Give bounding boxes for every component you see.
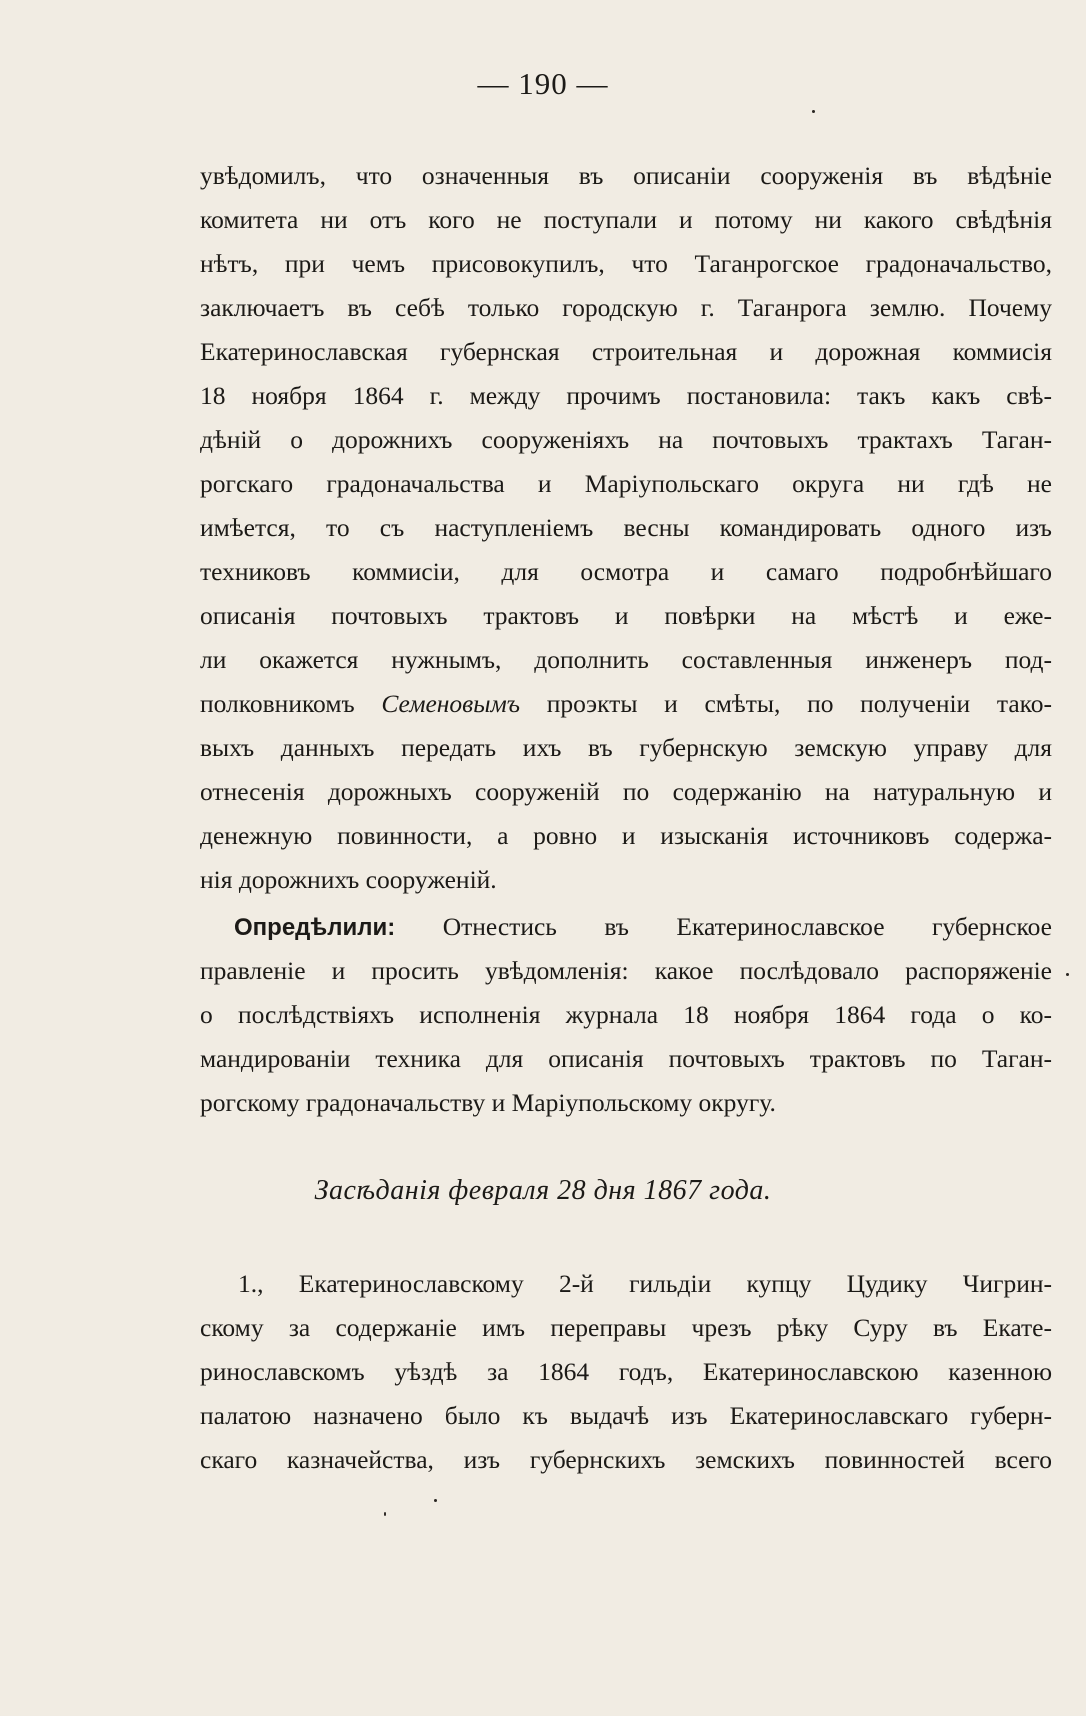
text-line: описанія почтовыхъ трактовъ и повѣрки на мѣстѣ и еже- <box>200 601 1052 630</box>
surname-italic: Семеновымъ <box>381 689 521 718</box>
text-line: выхъ данныхъ передать ихъ въ губернскую земскую управу для <box>200 733 1052 762</box>
text-line: скому за содержаніе имъ переправы чрезъ рѣку Суру въ Екате- <box>200 1313 1052 1342</box>
text-line: рогскому градоначальству и Маріупольскому округу. <box>200 1088 776 1117</box>
text-line: дѣній о дорожнихъ сооруженіяхъ на почтовыхъ трактахъ Таган- <box>200 425 1052 454</box>
paragraph-1 <box>200 154 1052 902</box>
text-line: 1., Екатеринославскому 2-й гильдіи купцу Цудику Чигрин- <box>238 1269 1052 1298</box>
print-speck <box>384 1512 386 1516</box>
session-heading: Засѣданія февраля 28 дня 1867 года. <box>314 1175 772 1206</box>
text-line-resolution <box>200 905 1052 949</box>
text-line: нія дорожнихъ сооруженій. <box>200 865 497 894</box>
text-line: ринославскомъ уѣздѣ за 1864 годъ, Екатеринославскою казенною <box>200 1357 1052 1386</box>
text-line: увѣдомилъ, что означенныя въ описаніи сооруженія въ вѣдѣніе <box>200 161 1052 190</box>
text-line: заключаетъ въ себѣ только городскую г. Таганрога землю. Почему <box>200 293 1052 322</box>
text-line-with-name <box>200 682 1052 726</box>
text-line: палатою назначено было къ выдачѣ изъ Екатеринославскаго губерн- <box>200 1401 1052 1430</box>
text-line: имѣется, то съ наступленіемъ весны командировать одного изъ <box>200 513 1052 542</box>
text-line: отнесенія дорожныхъ сооруженій по содержанію на натуральную и <box>200 777 1052 806</box>
text-line: рогскаго градоначальства и Маріупольскаго округа ни гдѣ не <box>200 469 1052 498</box>
print-speck <box>1066 973 1069 976</box>
text-fragment: полковникомъ <box>200 689 382 718</box>
resolution-label: Опредѣлили: <box>234 914 396 941</box>
text-line: нѣтъ, при чемъ присовокупилъ, что Таганрогское градоначальство, <box>200 249 1052 278</box>
paragraph-2 <box>200 905 1052 1125</box>
text-line: ли окажется нужнымъ, дополнить составленныя инженеръ под- <box>200 645 1052 674</box>
page-number: — 190 — <box>477 66 609 101</box>
print-speck <box>434 1499 437 1502</box>
text-line: техниковъ коммисіи, для осмотра и самаго подробнѣйшаго <box>200 557 1052 586</box>
text-line: о послѣдствіяхъ исполненія журнала 18 ноября 1864 года о ко- <box>200 1000 1052 1029</box>
text-line: 18 ноября 1864 г. между прочимъ постановила: такъ какъ свѣ- <box>200 381 1052 410</box>
text-line: правленіе и просить увѣдомленія: какое послѣдовало распоряженіе <box>200 956 1052 985</box>
text-line: мандированіи техника для описанія почтовыхъ трактовъ по Таган- <box>200 1044 1052 1073</box>
text-fragment: Отнестись въ Екатеринославское губернское <box>395 912 1052 941</box>
text-line: скаго казначейства, изъ губернскихъ земскихъ повинностей всего <box>200 1445 1052 1474</box>
text-line: Екатеринославская губернская строительная и дорожная коммисія <box>200 337 1052 366</box>
text-fragment: проэкты и смѣты, по полученіи тако- <box>520 689 1052 718</box>
print-speck <box>812 110 815 113</box>
paragraph-3 <box>200 1262 1052 1482</box>
text-line: денежную повинности, а ровно и изысканія источниковъ содержа- <box>200 821 1052 850</box>
text-line: комитета ни отъ кого не поступали и потому ни какого свѣдѣнія <box>200 205 1052 234</box>
